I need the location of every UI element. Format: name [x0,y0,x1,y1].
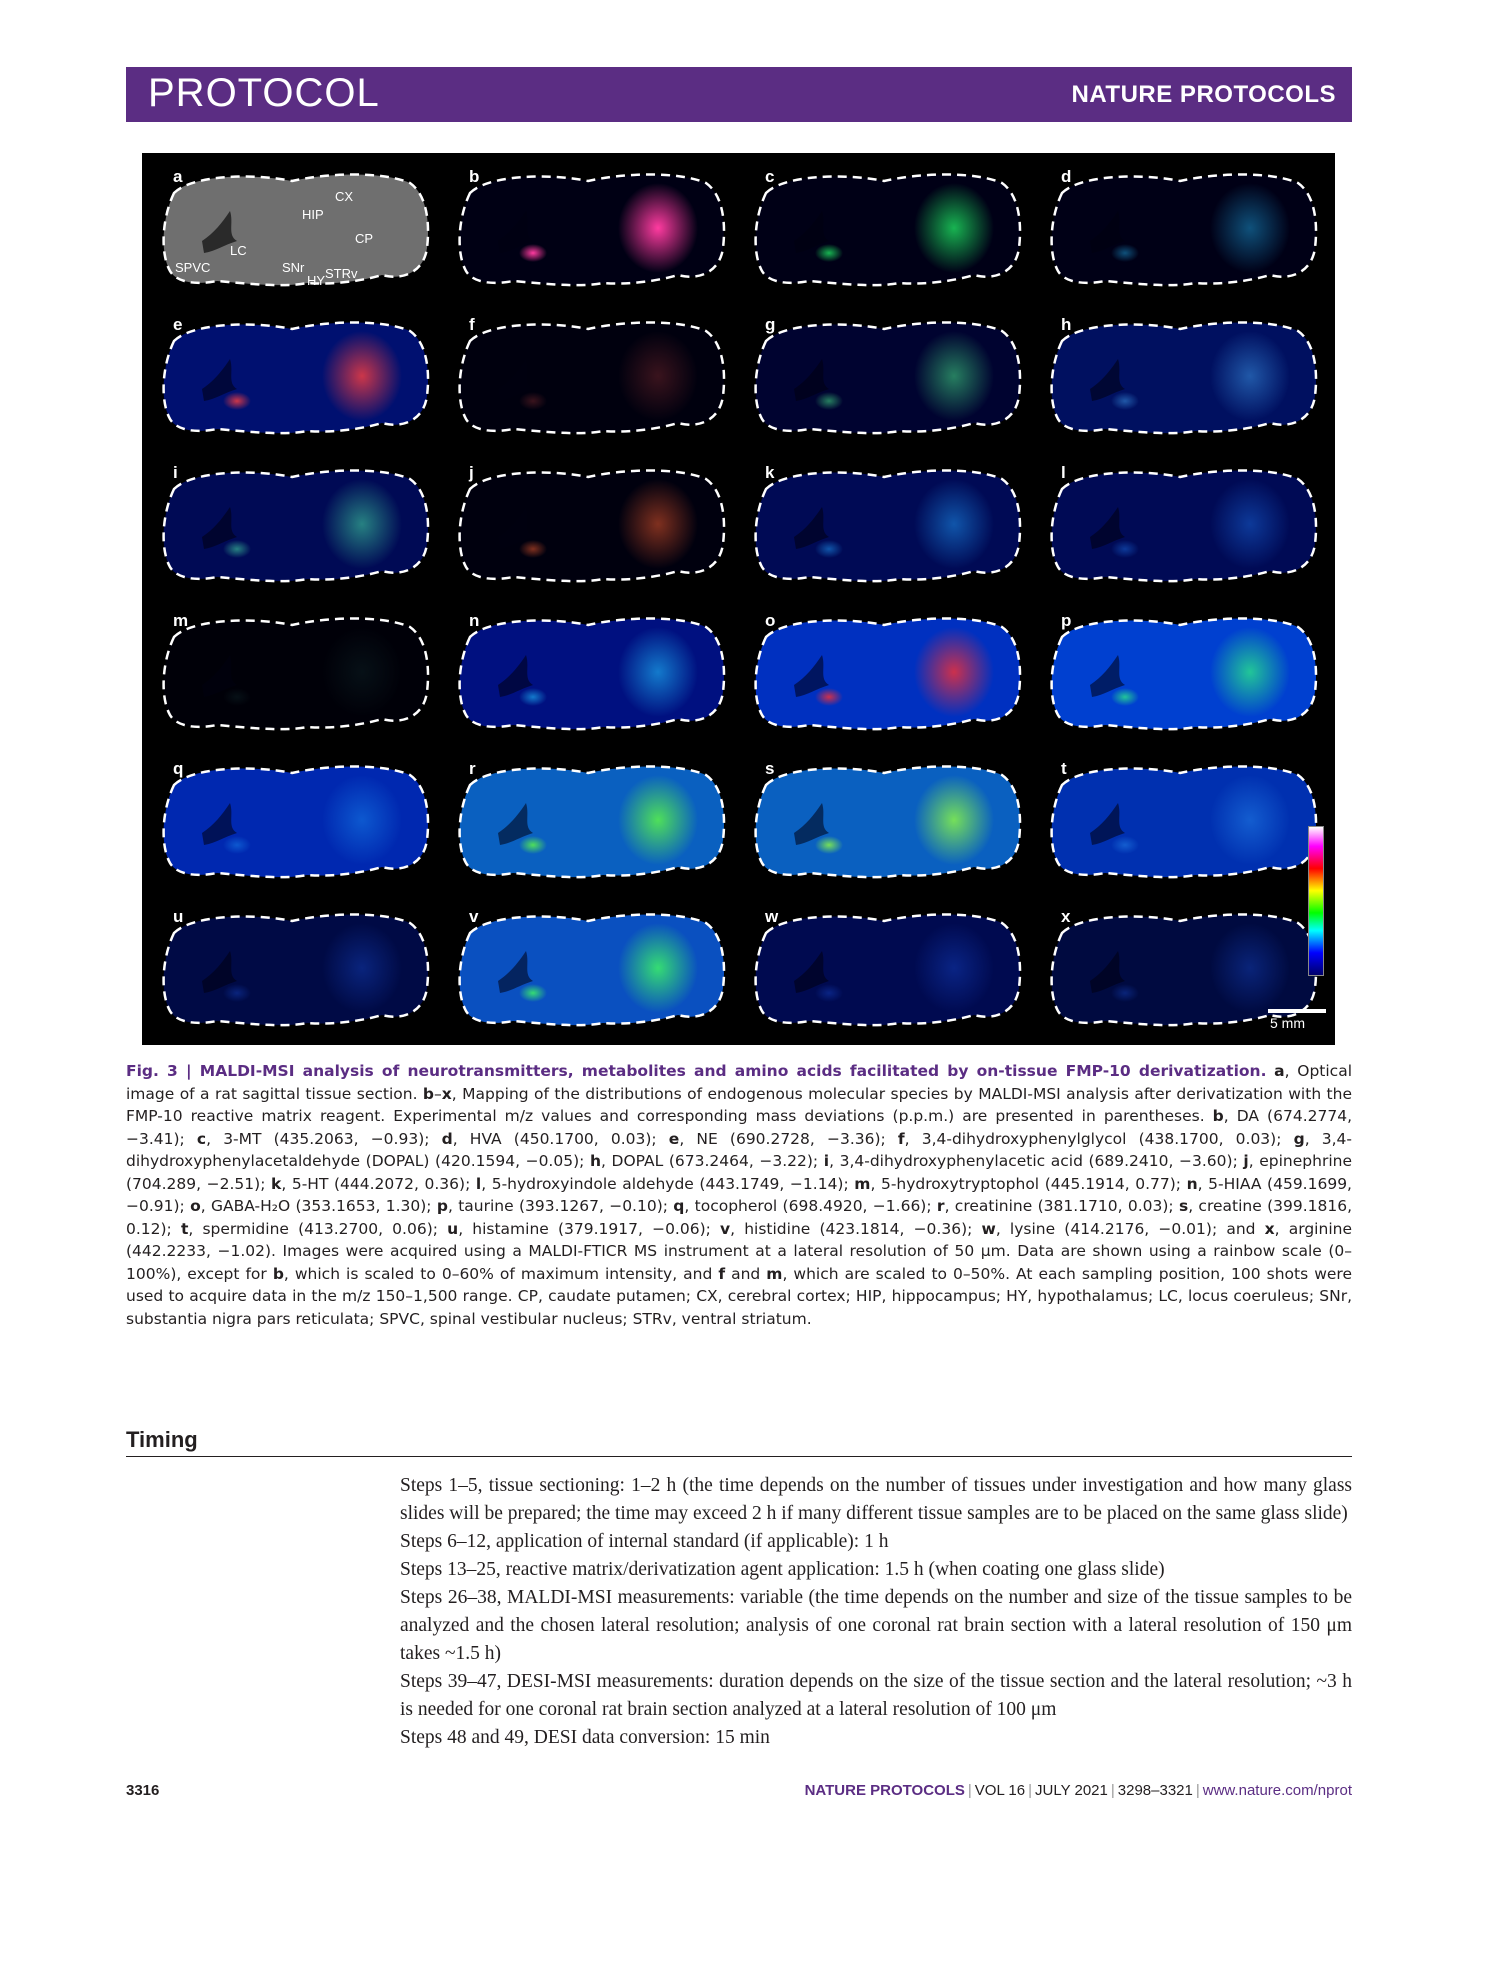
signal-hotspot [815,244,843,262]
panel-m [142,597,438,745]
panel-image-l [1030,449,1326,597]
signal-hotspot [223,984,251,1002]
caption-text: , 5-HIAA (459.1699, −0.91); [126,1174,1352,1215]
caption-panel-ref: u [447,1219,459,1238]
signal-hotspot [914,331,994,421]
caption-panel-ref: p [436,1197,448,1215]
signal-hotspot [1210,183,1290,273]
panel-image-i [142,449,438,597]
caption-text: , which are scaled to 0–50%. At each sampling position, 100 shots were used to acquire data in the m/z 150–1,500 range. CP, caudate putamen; CX, cerebral cortex; HIP, hippocampus; HY, hypothalamus; LC, locus coeruleus; SNr, substantia nigra pars reticulata; SPVC, spinal vestibular nucleus; STRv, ventral striatum. [126,1264,1352,1328]
panel-c [734,153,1030,301]
panel-f [438,301,734,449]
panel-image-p [1030,597,1326,745]
caption-panel-ref: g [1293,1129,1305,1148]
panel-image-h [1030,301,1326,449]
timing-step: Steps 48 and 49, DESI data conversion: 15 min [400,1727,770,1748]
caption-panel-ref: c [196,1129,207,1148]
caption-panel-ref: f [897,1129,905,1148]
footer-volume: VOL 16 [974,1782,1026,1799]
panel-o [734,597,1030,745]
figure-3 [142,153,1335,1045]
panel-q [142,745,438,893]
signal-hotspot [1111,984,1139,1002]
region-label-lc: LC [230,243,247,258]
caption-panel-ref: b [272,1264,284,1283]
panel-label-a: a [173,167,183,186]
panel-image-k [734,449,1030,597]
intensity-colorbar [1308,826,1324,976]
caption-panel-ref: m [766,1264,783,1283]
region-label-cp: CP [355,231,374,246]
panel-label-g: g [765,315,776,334]
caption-panel-ref: f [718,1264,726,1283]
panel-label-f: f [469,315,475,334]
caption-panel-ref: m [854,1174,871,1193]
panel-image-d [1030,153,1326,301]
signal-hotspot [618,479,698,569]
panel-label-i: i [173,463,178,482]
caption-text: , creatinine (381.1710, 0.03); [944,1197,1179,1215]
signal-hotspot [223,392,251,410]
caption-text: , 3,4-dihydroxyphenylacetaldehyde (DOPAL) (420.1594, −0.05); [126,1129,1352,1170]
panel-j [438,449,734,597]
caption-text: , 5-hydroxytryptophol (445.1914, 0.77); [870,1174,1187,1193]
signal-hotspot [1111,540,1139,558]
timing-step: Steps 1–5, tissue sectioning: 1–2 h (the time depends on the number of tissues under investigation and how many glass slides will be prepared; the time may exceed 2 h if many different tissue samples are to be placed on the same glass slide) [400,1475,1352,1524]
panel-e [142,301,438,449]
signal-hotspot [1111,688,1139,706]
panel-label-s: s [765,759,775,778]
panel-t [1030,745,1326,893]
signal-hotspot [815,688,843,706]
timing-heading: Timing [126,1427,198,1452]
caption-text: – [434,1084,442,1103]
panel-label-b: b [469,167,480,186]
signal-hotspot [519,540,547,558]
panel-r [438,745,734,893]
caption-panel-ref: s [1178,1197,1189,1215]
panel-image-c [734,153,1030,301]
panel-v [438,893,734,1041]
caption-text: , which is scaled to 0–60% of maximum intensity, and [283,1264,719,1283]
caption-panel-ref: q [673,1197,685,1215]
caption-panel-ref: l [475,1174,482,1193]
panel-label-m: m [173,611,189,630]
panel-image-s [734,745,1030,893]
caption-text: , 5-HT (444.2072, 0.36); [281,1174,476,1193]
caption-panel-ref: r [936,1197,945,1215]
panel-label-o: o [765,611,776,630]
panel-u [142,893,438,1041]
caption-text: , 3,4-dihydroxyphenylglycol (438.1700, 0.03); [904,1129,1294,1148]
timing-step: Steps 6–12, application of internal standard (if applicable): 1 h [400,1531,889,1552]
panel-image-t [1030,745,1326,893]
panel-w [734,893,1030,1041]
panel-image-f [438,301,734,449]
caption-panel-ref: t [180,1219,189,1238]
signal-hotspot [815,392,843,410]
scale-bar-label: 5 mm [1270,1015,1305,1031]
region-label-strv: STRv [325,266,358,281]
caption-panel-ref: k [271,1174,282,1193]
region-label-snr: SNr [282,260,305,275]
panel-image-r [438,745,734,893]
signal-hotspot [914,923,994,1013]
footer-url[interactable]: www.nature.com/nprot [1202,1782,1352,1799]
caption-panel-ref: i [823,1152,830,1170]
panel-g [734,301,1030,449]
panel-label-t: t [1061,759,1067,778]
signal-hotspot [618,775,698,865]
timing-list [400,1472,1352,1752]
caption-panel-ref: w [981,1219,996,1238]
timing-step: Steps 26–38, MALDI-MSI measurements: variable (the time depends on the number and size of the tissue samples to be analyzed and the chosen lateral resolution; analysis of one coronal rat brain section with a lateral resolution of 150 μm takes ~1.5 h) [400,1587,1352,1664]
signal-hotspot [1210,627,1290,717]
signal-hotspot [322,627,402,717]
panel-image-a [142,153,438,301]
caption-panel-ref: o [190,1197,201,1215]
panel-image-w [734,893,1030,1041]
signal-hotspot [1210,479,1290,569]
timing-step: Steps 13–25, reactive matrix/derivatization agent application: 1.5 h (when coating one glass slide) [400,1559,1165,1580]
timing-step: Steps 39–47, DESI-MSI measurements: duration depends on the size of the tissue section and the lateral resolution; ~3 h is needed for one coronal rat brain section analyzed at a lateral resolution of 100 μm [400,1671,1352,1720]
panel-label-q: q [173,759,184,778]
caption-text: , arginine (442.2233, −1.02). Images were acquired using a MALDI-FTICR MS instrument at a lateral resolution of 50 μm. Data are shown using a rainbow scale (0–100%), except for [126,1219,1352,1283]
panel-image-u [142,893,438,1041]
panel-p [1030,597,1326,745]
caption-text: , tocopherol (698.4920, −1.66); [684,1197,937,1215]
figure-caption [126,1060,1352,1330]
caption-body [126,1062,1352,1328]
signal-hotspot [815,836,843,854]
caption-text: , DA (674.2774, −3.41); [126,1107,1352,1148]
caption-text: , HVA (450.1700, 0.03); [452,1129,669,1148]
signal-hotspot [519,688,547,706]
signal-hotspot [618,331,698,421]
signal-hotspot [519,836,547,854]
panel-h [1030,301,1326,449]
panel-label-h: h [1061,315,1072,334]
panel-label-k: k [765,463,775,482]
caption-text: , histamine (379.1917, −0.06); [458,1219,721,1238]
panel-l [1030,449,1326,597]
caption-text: , histidine (423.1814, −0.36); [730,1219,982,1238]
region-label-hy: HY [307,273,326,288]
panel-a [142,153,438,301]
panel-label-l: l [1061,463,1066,482]
caption-panel-ref: b [422,1084,435,1103]
panel-n [438,597,734,745]
signal-hotspot [618,923,698,1013]
panel-label-n: n [469,611,480,630]
signal-hotspot [1210,331,1290,421]
panel-image-o [734,597,1030,745]
panel-label-v: v [469,907,479,926]
caption-panel-ref: v [720,1219,731,1238]
caption-text: , 3,4-dihydroxyphenylacetic acid (689.2410, −3.60); [829,1152,1244,1170]
caption-panel-ref: x [1264,1219,1275,1238]
signal-hotspot [1210,923,1290,1013]
journal-label: NATURE PROTOCOLS [1071,81,1336,108]
footer-date: JULY 2021 [1035,1782,1108,1799]
caption-text: , NE (690.2728, −3.36); [679,1129,898,1148]
section-label: PROTOCOL [148,71,380,115]
signal-hotspot [322,479,402,569]
panel-label-d: d [1061,167,1072,186]
signal-hotspot [914,627,994,717]
caption-text: , DOPAL (673.2464, −3.22); [601,1152,824,1170]
caption-panel-ref: h [589,1152,601,1170]
panel-image-e [142,301,438,449]
signal-hotspot [914,183,994,273]
panel-label-e: e [173,315,183,334]
signal-hotspot [519,392,547,410]
signal-hotspot [223,688,251,706]
page-header [126,67,1352,122]
caption-text: , creatine (399.1816, 0.12); [126,1197,1353,1238]
caption-text: , spermidine (413.2700, 0.06); [188,1219,448,1238]
caption-text: , epinephrine (704.289, −2.51); [126,1152,1352,1193]
caption-text: , taurine (393.1267, −0.10); [447,1197,674,1215]
signal-hotspot [618,627,698,717]
region-label-cx: CX [335,189,354,204]
scale-bar [1268,1009,1326,1013]
signal-hotspot [1111,244,1139,262]
caption-panel-ref: a [1274,1062,1285,1080]
caption-panel-ref: b [1212,1107,1224,1125]
caption-text: , GABA-H₂O (353.1653, 1.30); [200,1197,437,1215]
panel-label-p: p [1061,611,1072,630]
panel-d [1030,153,1326,301]
caption-panel-ref: j [1243,1152,1249,1170]
caption-text: , 5-hydroxyindole aldehyde (443.1749, −1.14); [481,1174,855,1193]
page-number: 3316 [126,1782,160,1799]
caption-text: , Mapping of the distributions of endogenous molecular species by MALDI-MSI analysis after derivatization with the FMP-10 reactive matrix reagent. Experimental m/z values and corresponding mass deviations (p.p.m.) are presented in parentheses. [126,1084,1352,1125]
panel-image-q [142,745,438,893]
signal-hotspot [1210,775,1290,865]
panel-k [734,449,1030,597]
caption-text: , 3-MT (435.2063, −0.93); [206,1129,442,1148]
signal-hotspot [322,923,402,1013]
signal-hotspot [618,183,698,273]
panel-label-u: u [173,907,184,926]
signal-hotspot [322,775,402,865]
timing-divider [126,1456,1352,1457]
caption-text: and [725,1264,767,1283]
region-label-hip: HIP [302,207,324,222]
panel-image-n [438,597,734,745]
panel-label-c: c [765,167,775,186]
panel-label-w: w [765,907,779,926]
panel-image-v [438,893,734,1041]
signal-hotspot [815,984,843,1002]
signal-hotspot [914,479,994,569]
signal-hotspot [815,540,843,558]
panel-label-j: j [469,463,474,482]
signal-hotspot [1111,836,1139,854]
panel-label-x: x [1061,907,1071,926]
signal-hotspot [1111,392,1139,410]
panel-image-g [734,301,1030,449]
caption-text: , lysine (414.2176, −0.01); and [995,1219,1265,1238]
footer-journal: NATURE PROTOCOLS [804,1782,965,1799]
signal-hotspot [223,836,251,854]
panel-b [438,153,734,301]
caption-title: Fig. 3 | MALDI-MSI analysis of neurotransmitters, metabolites and amino acids facilitated by on-tissue FMP-10 derivatization. [126,1062,1267,1080]
region-label-spvc: SPVC [175,260,211,275]
panel-i [142,449,438,597]
panel-s [734,745,1030,893]
caption-panel-ref: x [441,1084,452,1103]
footer-pages: 3298–3321 [1117,1782,1193,1799]
panel-image-j [438,449,734,597]
signal-hotspot [519,244,547,262]
footer-citation: NATURE PROTOCOLS | VOL 16 | JULY 2021 | 3298–3321 | www.nature.com/nprot [804,1782,1352,1799]
signal-hotspot [223,540,251,558]
signal-hotspot [914,775,994,865]
signal-hotspot [519,984,547,1002]
caption-text: , Optical image of a rat sagittal tissue section. [126,1062,1352,1103]
caption-panel-ref: e [668,1129,680,1148]
caption-panel-ref: n [1186,1174,1198,1193]
panel-label-r: r [469,759,476,778]
caption-panel-ref: d [441,1129,453,1148]
signal-hotspot [322,331,402,421]
panel-image-b [438,153,734,301]
